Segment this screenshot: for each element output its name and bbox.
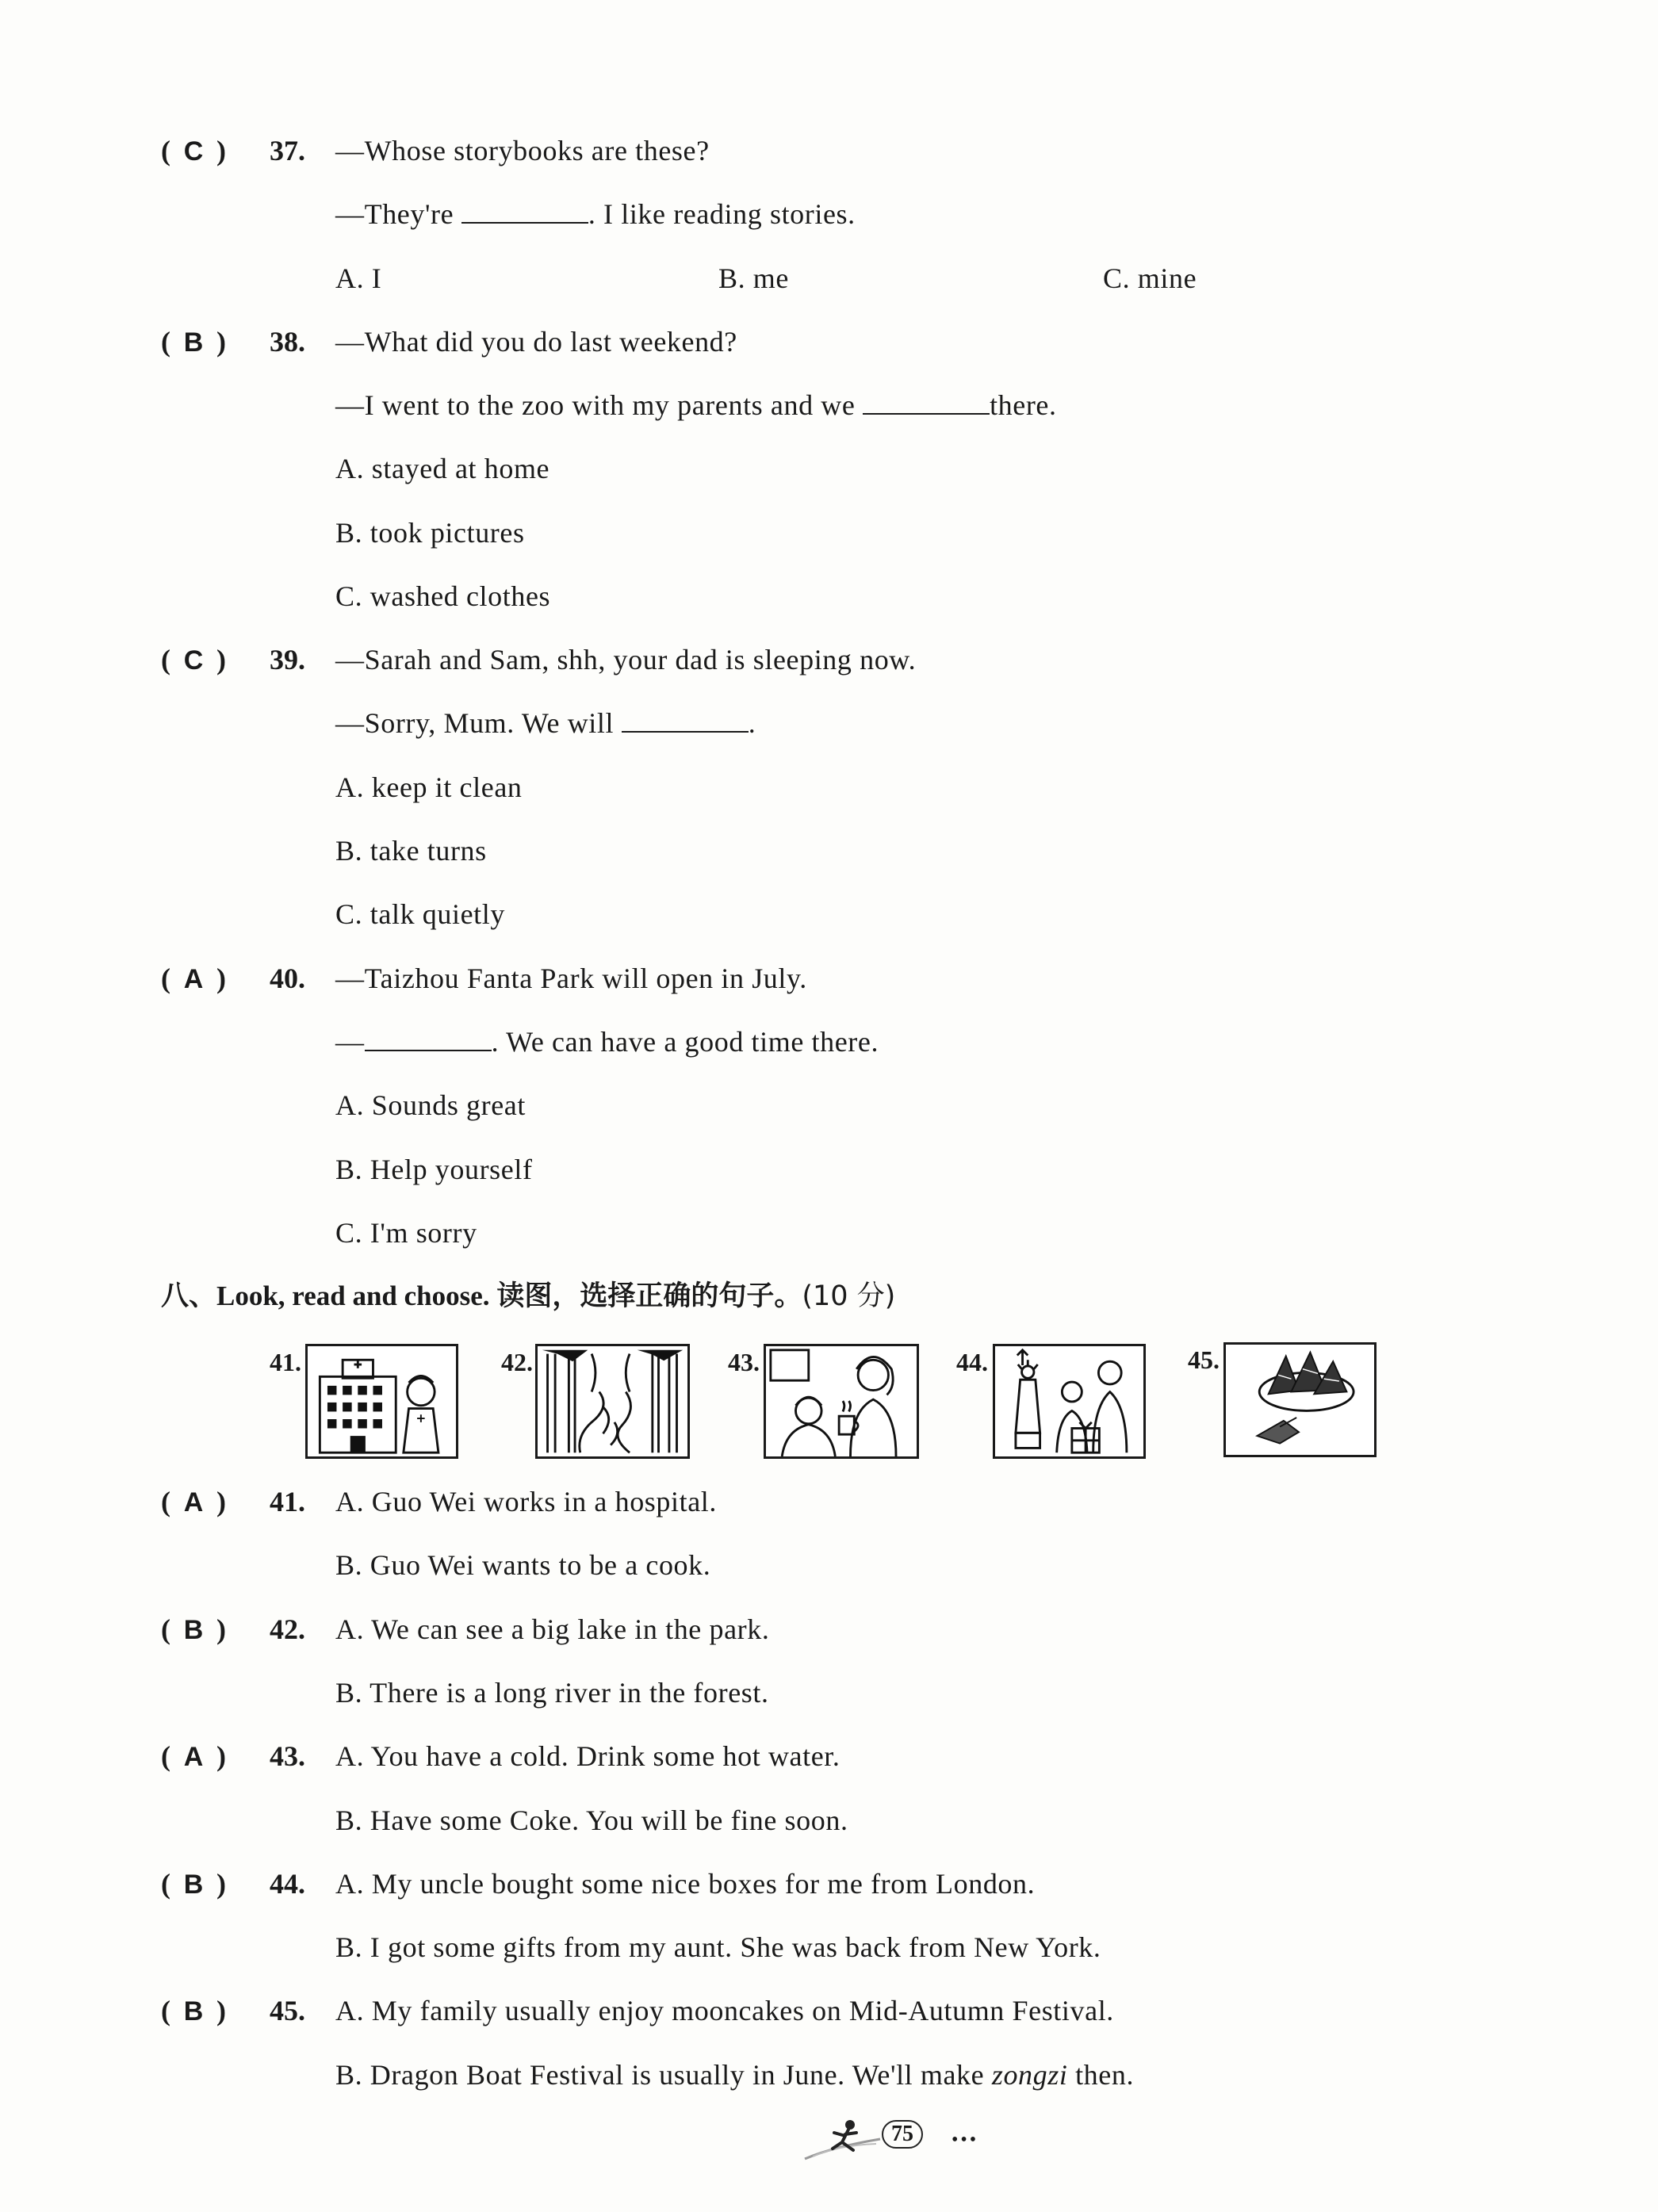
page-dots-icon: ••• [952, 2130, 979, 2150]
statue-of-liberty-gifts-icon [993, 1344, 1146, 1459]
q38-option-b: B. took pictures [335, 517, 525, 549]
answer-45: ( B ) [161, 1995, 226, 2026]
picture-label-41: 41. [270, 1348, 301, 1376]
q40-response: — . We can have a good time there. [335, 1026, 879, 1058]
q40-blank[interactable] [365, 1026, 492, 1051]
q38-option-a: A. stayed at home [335, 453, 550, 484]
q44-option-a: A. My uncle bought some nice boxes for me from London. [335, 1868, 1036, 1900]
q44-option-b: B. I got some gifts from my aunt. She was back from New York. [335, 1931, 1101, 1963]
answer-38: ( B ) [161, 326, 226, 358]
sick-child-mother-icon [764, 1344, 919, 1459]
q42-option-b: B. There is a long river in the forest. [335, 1677, 769, 1709]
question-number-37: 37. [270, 135, 305, 166]
q43-option-b: B. Have some Coke. You will be fine soon. [335, 1804, 848, 1836]
q40-option-b: B. Help yourself [335, 1154, 533, 1185]
question-number-39: 39. [270, 644, 305, 675]
question-number-45: 45. [270, 1995, 305, 2026]
answer-39: ( C ) [161, 644, 226, 675]
section-8-heading: 八、Look, read and choose. 读图，选择正确的句子。(10 分) [161, 1280, 896, 1312]
q38-blank[interactable] [863, 389, 990, 415]
q37-option-b: B. me [718, 262, 789, 294]
answer-41: ( A ) [161, 1486, 226, 1517]
runner-logo-icon [801, 2115, 888, 2163]
question-number-38: 38. [270, 326, 305, 358]
q37-option-c: C. mine [1103, 262, 1197, 294]
q37-blank[interactable] [461, 198, 588, 224]
q40-option-a: A. Sounds great [335, 1089, 526, 1121]
q40-option-c: C. I'm sorry [335, 1217, 477, 1249]
answer-43: ( A ) [161, 1740, 226, 1772]
q41-option-b: B. Guo Wei wants to be a cook. [335, 1549, 711, 1581]
q41-option-a: A. Guo Wei works in a hospital. [335, 1486, 717, 1517]
q39-option-c: C. talk quietly [335, 898, 505, 930]
q37-response: —They're . I like reading stories. [335, 198, 856, 230]
q43-option-a: A. You have a cold. Drink some hot water. [335, 1740, 840, 1772]
q38-option-c: C. washed clothes [335, 580, 551, 612]
zongzi-icon [1223, 1342, 1377, 1457]
question-number-44: 44. [270, 1868, 305, 1900]
q39-option-b: B. take turns [335, 835, 487, 867]
q37-prompt: —Whose storybooks are these? [335, 135, 710, 166]
q38-prompt: —What did you do last weekend? [335, 326, 737, 358]
question-number-41: 41. [270, 1486, 305, 1517]
q42-option-a: A. We can see a big lake in the park. [335, 1613, 770, 1645]
q45-option-a: A. My family usually enjoy mooncakes on Mid-Autumn Festival. [335, 1995, 1114, 2026]
q37-option-a: A. I [335, 262, 382, 294]
picture-label-42: 42. [501, 1348, 533, 1376]
answer-42: ( B ) [161, 1613, 226, 1645]
q38-response: —I went to the zoo with my parents and we there. [335, 389, 1057, 421]
q39-prompt: —Sarah and Sam, shh, your dad is sleeping now. [335, 644, 917, 675]
forest-river-icon [535, 1344, 690, 1459]
q45-option-b: B. Dragon Boat Festival is usually in June. We'll make zongzi then. [335, 2059, 1135, 2091]
hospital-nurse-icon [305, 1344, 458, 1459]
answer-44: ( B ) [161, 1868, 226, 1900]
picture-label-44: 44. [956, 1348, 988, 1376]
question-number-42: 42. [270, 1613, 305, 1645]
question-number-40: 40. [270, 962, 305, 994]
picture-label-45: 45. [1188, 1345, 1220, 1374]
answer-40: ( A ) [161, 962, 226, 994]
question-number-43: 43. [270, 1740, 305, 1772]
q39-response: —Sorry, Mum. We will . [335, 707, 756, 739]
q39-option-a: A. keep it clean [335, 771, 523, 803]
page-number: 75 [882, 2120, 923, 2149]
q39-blank[interactable] [622, 707, 749, 733]
q40-prompt: —Taizhou Fanta Park will open in July. [335, 962, 807, 994]
picture-label-43: 43. [728, 1348, 760, 1376]
answer-37: ( C ) [161, 135, 226, 166]
